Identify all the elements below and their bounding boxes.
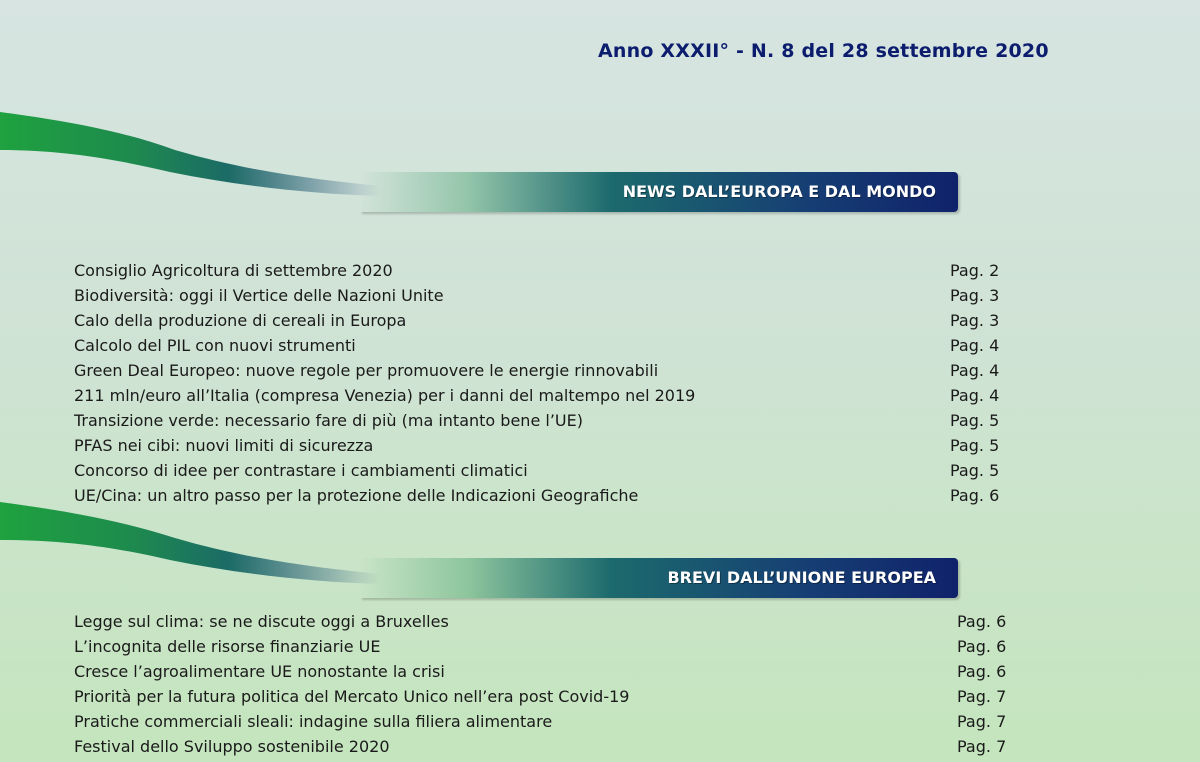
toc-item[interactable]: [74, 383, 1024, 408]
toc-list-brevi: [74, 609, 1024, 759]
swoosh-bottom: [0, 502, 380, 584]
toc-item[interactable]: [74, 634, 1024, 659]
toc-item[interactable]: [74, 684, 1024, 709]
section-title: NEWS DALL’EUROPA E DAL MONDO: [622, 182, 936, 201]
toc-item[interactable]: [74, 659, 1024, 684]
toc-item-page: Pag. 2: [950, 261, 1000, 280]
toc-item-page: Pag. 4: [950, 361, 1000, 380]
toc-item-page: Pag. 6: [957, 612, 1007, 631]
toc-item-title: Consiglio Agricoltura di settembre 2020: [74, 261, 393, 280]
toc-item[interactable]: [74, 308, 1024, 333]
toc-item[interactable]: [74, 358, 1024, 383]
toc-item-title: Festival dello Sviluppo sostenibile 2020: [74, 737, 390, 756]
toc-item-title: Calcolo del PIL con nuovi strumenti: [74, 336, 356, 355]
toc-item[interactable]: [74, 483, 1024, 508]
toc-item-title: Biodiversità: oggi il Vertice delle Nazioni Unite: [74, 286, 444, 305]
toc-item-title: PFAS nei cibi: nuovi limiti di sicurezza: [74, 436, 374, 455]
toc-item[interactable]: [74, 333, 1024, 358]
toc-item[interactable]: [74, 609, 1024, 634]
toc-item-page: Pag. 3: [950, 311, 1000, 330]
toc-item-title: Pratiche commerciali sleali: indagine sulla filiera alimentare: [74, 712, 553, 731]
toc-item-title: Calo della produzione di cereali in Europa: [74, 311, 407, 330]
toc-item-title: UE/Cina: un altro passo per la protezione delle Indicazioni Geografiche: [74, 486, 639, 505]
toc-item-title: 211 mln/euro all’Italia (compresa Venezia) per i danni del maltempo nel 2019: [74, 386, 696, 405]
toc-item-title: Cresce l’agroalimentare UE nonostante la crisi: [74, 662, 445, 681]
toc-item[interactable]: [74, 709, 1024, 734]
toc-item-page: Pag. 4: [950, 336, 1000, 355]
toc-item-page: Pag. 7: [957, 687, 1007, 706]
swoosh-top: [0, 112, 380, 196]
toc-item-page: Pag. 5: [950, 461, 1000, 480]
toc-item-page: Pag. 3: [950, 286, 1000, 305]
toc-item[interactable]: [74, 734, 1024, 759]
section-banner-brevi: [360, 558, 958, 598]
toc-item-page: Pag. 4: [950, 386, 1000, 405]
toc-item-title: Concorso di idee per contrastare i cambiamenti climatici: [74, 461, 528, 480]
toc-item-page: Pag. 5: [950, 411, 1000, 430]
toc-item-page: Pag. 6: [957, 637, 1007, 656]
toc-item[interactable]: [74, 458, 1024, 483]
toc-item-page: Pag. 7: [957, 737, 1007, 756]
toc-item-title: Priorità per la futura politica del Mercato Unico nell’era post Covid-19: [74, 687, 630, 706]
toc-item[interactable]: [74, 433, 1024, 458]
issue-header: Anno XXXII° - N. 8 del 28 settembre 2020: [598, 40, 1049, 62]
toc-item-title: Legge sul clima: se ne discute oggi a Bruxelles: [74, 612, 449, 631]
toc-item-title: Transizione verde: necessario fare di più (ma intanto bene l’UE): [74, 411, 583, 430]
toc-item[interactable]: [74, 408, 1024, 433]
toc-item[interactable]: [74, 283, 1024, 308]
toc-list-news: [74, 258, 1024, 508]
toc-item-page: Pag. 5: [950, 436, 1000, 455]
toc-item-page: Pag. 6: [950, 486, 1000, 505]
section-title: BREVI DALL’UNIONE EUROPEA: [667, 568, 936, 587]
section-banner-news: [360, 172, 958, 212]
toc-item[interactable]: [74, 258, 1024, 283]
toc-item-page: Pag. 6: [957, 662, 1007, 681]
toc-item-title: L’incognita delle risorse finanziarie UE: [74, 637, 381, 656]
toc-item-title: Green Deal Europeo: nuove regole per promuovere le energie rinnovabili: [74, 361, 659, 380]
toc-item-page: Pag. 7: [957, 712, 1007, 731]
